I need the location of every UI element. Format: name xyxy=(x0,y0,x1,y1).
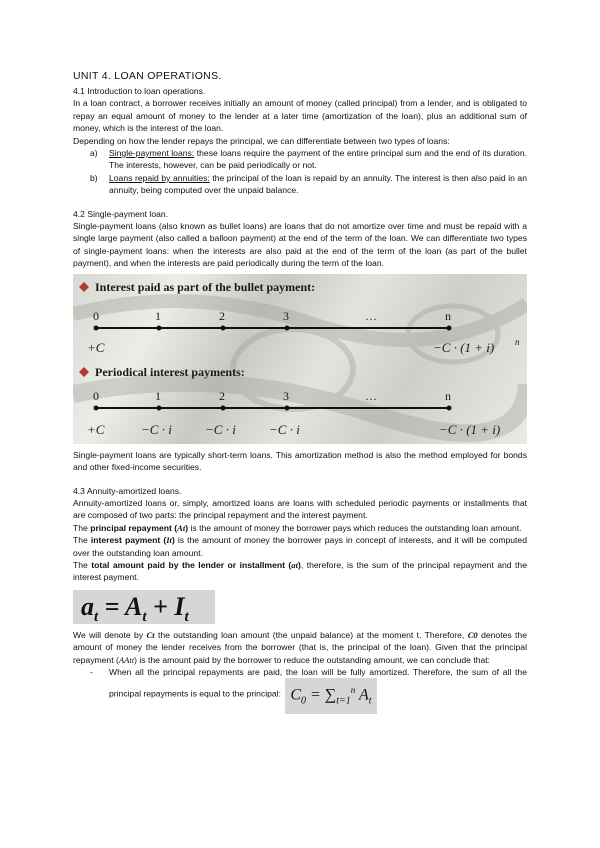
timeline-2-point xyxy=(285,405,290,410)
timeline-2-tick-label: 3 xyxy=(283,388,289,403)
timeline-2-label: +C xyxy=(87,421,105,437)
text-fragment: the outstanding loan amount (the unpaid balance) at the moment t. Therefore, xyxy=(154,629,468,640)
timeline-1-point xyxy=(285,325,290,330)
formula-part: C xyxy=(290,686,302,704)
formula-part: A xyxy=(125,591,143,621)
timeline-1-end-label: −C · (1 + i) xyxy=(433,339,495,355)
formula-part: t xyxy=(368,695,372,707)
text-fragment: is the amount of money the borrower pays which reduces the outstanding loan amount. xyxy=(188,522,522,533)
timeline-2-tick-label: 0 xyxy=(93,388,99,403)
timeline-2-point xyxy=(157,405,162,410)
formula-part: t xyxy=(142,608,147,625)
symbol: C0 xyxy=(467,629,478,640)
text-fragment: We will denote by xyxy=(73,629,147,640)
list-text: these loans require the payment of the entire principal sum and the end of its duration. The interests, however, can be paid periodically or not. xyxy=(109,148,527,171)
timeline-1-point xyxy=(221,325,226,330)
loan-types-list xyxy=(73,147,527,197)
timeline-1-point xyxy=(447,325,452,330)
interest-payment-definition xyxy=(73,534,527,559)
formula-part: t=1 xyxy=(336,695,351,707)
timeline-2-tick-label: 2 xyxy=(219,388,225,403)
formula-part: A xyxy=(355,686,369,704)
timeline-2-tick-label: … xyxy=(365,388,377,403)
timeline-1-point xyxy=(94,325,99,330)
timeline-2-label: −C · i xyxy=(205,421,236,437)
timeline-1-tick-label: 3 xyxy=(283,308,289,323)
principal-sum-formula xyxy=(285,678,376,714)
list-text: When all the principal repayments are paid, the loan will be fully amortized. Therefore, the sum of all the principal repayments is equal to the principal: xyxy=(109,666,527,699)
section-4-3-paragraph-1: Annuity-amortized loans or, simply, amortized loans are loans with scheduled periodic payments or installments that are composed of two parts: the principal repayment and the interest payment. xyxy=(73,497,527,521)
bullet-heading-text: Interest paid as part of the bullet payment: xyxy=(95,279,316,294)
formula-part: I xyxy=(174,591,185,621)
symbol: at xyxy=(291,559,298,570)
text-fragment: The xyxy=(73,522,91,533)
text-fragment: The xyxy=(73,559,92,570)
text-fragment: , therefore, is the sum of the principal repayment and the interest payment. xyxy=(73,559,527,583)
text-fragment: is the amount of money the borrower pays in concept of interests, and it will be computed over the outstanding loan amount. xyxy=(73,535,527,558)
diamond-bullet-icon xyxy=(79,367,89,377)
timeline-1-tick-label: … xyxy=(365,308,377,323)
timeline-2-label: −C · i xyxy=(141,421,172,437)
list-marker: - xyxy=(90,666,93,677)
formula-part: t xyxy=(184,608,189,625)
list-item xyxy=(73,147,527,172)
timeline-diagram xyxy=(73,274,527,444)
formula-part: a xyxy=(81,591,94,621)
timeline-2-tick-label: n xyxy=(445,388,451,403)
timeline-1-tick-label: n xyxy=(445,308,451,323)
text-fragment: ) is the amount paid by the borrower to reduce the outstanding amount, we can conclude that: xyxy=(134,654,491,665)
timeline-1-start-label: +C xyxy=(87,339,105,355)
section-4-2-heading: 4.2 Single-payment loan. xyxy=(73,208,169,219)
timeline-1-end-exponent: n xyxy=(515,336,520,347)
formula-part: 0 xyxy=(301,695,307,707)
unit-title: UNIT 4. LOAN OPERATIONS. xyxy=(73,70,222,82)
term-bold: ) xyxy=(171,535,175,546)
symbol: At xyxy=(177,522,186,533)
section-4-3-paragraph-outstanding xyxy=(73,629,527,666)
section-4-2-paragraph-1: Single-payment loans (also known as bullet loans) are loans that do not amortize over time and must be repaid with a single large payment (also called a balloon payment) at the end of the term of the loan. We can differentiate two types of single-payment loans: when the interests are also paid at the end of the term of the loan (as part of the bullet payment), and when the interests are paid periodically during the term of the loan. xyxy=(73,221,527,269)
formula-part: n xyxy=(350,685,356,696)
timeline-2-label: −C · (1 + i) xyxy=(439,421,501,437)
text-fragment: denotes the amount of money the lender receives from the borrower (that is, the principal of the loan). Given that the principal repayment ( xyxy=(73,629,527,665)
timeline-2-tick-label: 1 xyxy=(155,388,161,403)
timeline-1-tick-label: 2 xyxy=(219,308,225,323)
formula-part: t xyxy=(94,608,99,625)
symbol: AAtt xyxy=(118,654,135,665)
bullet-heading xyxy=(79,280,315,294)
section-4-1-paragraph-2: Depending on how the lender repays the principal, we can differentiate between two types of loans: xyxy=(73,135,450,146)
text-fragment: The xyxy=(73,535,91,546)
list-marker: b) xyxy=(90,172,98,183)
symbol: Ct xyxy=(146,629,155,640)
formula-part: + xyxy=(146,591,175,621)
principal-repayment-definition xyxy=(73,522,527,534)
periodic-heading-text: Periodical interest payments: xyxy=(95,364,245,379)
list-item xyxy=(73,666,527,714)
term-bold: total amount paid by the lender or installment ( xyxy=(91,559,292,570)
section-4-1-heading: 4.1 Introduction to loan operations. xyxy=(73,86,206,96)
periodic-heading xyxy=(79,365,245,379)
section-4-1-paragraph-1: In a loan contract, a borrower receives initially an amount of money (called principal) from a lender, and is obligated to repay an equal amount of money to the lender at a later time (amortization of the loan), plus an additional sum of money, which is the interest of the loan. xyxy=(73,98,527,134)
diamond-bullet-icon xyxy=(79,282,89,292)
list-term: Single-payment loans: xyxy=(109,148,195,159)
document-page xyxy=(73,70,527,714)
term-bold: ) xyxy=(297,559,301,570)
list-term: Loans repaid by annuities: xyxy=(109,172,210,183)
loan-timeline-figure xyxy=(73,274,527,444)
timeline-1-point xyxy=(157,325,162,330)
installment-formula xyxy=(73,590,215,624)
timeline-1-tick-label: 0 xyxy=(93,308,99,323)
timeline-2-point xyxy=(447,405,452,410)
list-marker: a) xyxy=(90,148,98,159)
section-4-2-paragraph-2: Single-payment loans are typically short-term loans. This amortization method is also the method employed for bonds and other fixed-income securities. xyxy=(73,449,527,473)
list-item xyxy=(73,172,527,197)
term-bold: interest payment ( xyxy=(90,535,167,546)
timeline-2-label: −C · i xyxy=(269,421,300,437)
conclusion-list xyxy=(73,666,527,714)
list-text: the principal of the loan is repaid by an annuity. The interest is then also paid in an annuity, being computed over the unpaid balance. xyxy=(109,172,527,196)
formula-part: = xyxy=(98,591,126,621)
installment-definition xyxy=(73,559,527,584)
term-bold: ) xyxy=(185,522,189,533)
timeline-1-tick-label: 1 xyxy=(155,308,161,323)
term-bold: principal repayment ( xyxy=(90,522,178,533)
timeline-2-point xyxy=(221,405,226,410)
symbol: It xyxy=(166,535,172,546)
section-4-3-heading: 4.3 Annuity-amortized loans. xyxy=(73,485,182,496)
formula-part: = ∑ xyxy=(306,686,337,704)
timeline-2-point xyxy=(94,405,99,410)
